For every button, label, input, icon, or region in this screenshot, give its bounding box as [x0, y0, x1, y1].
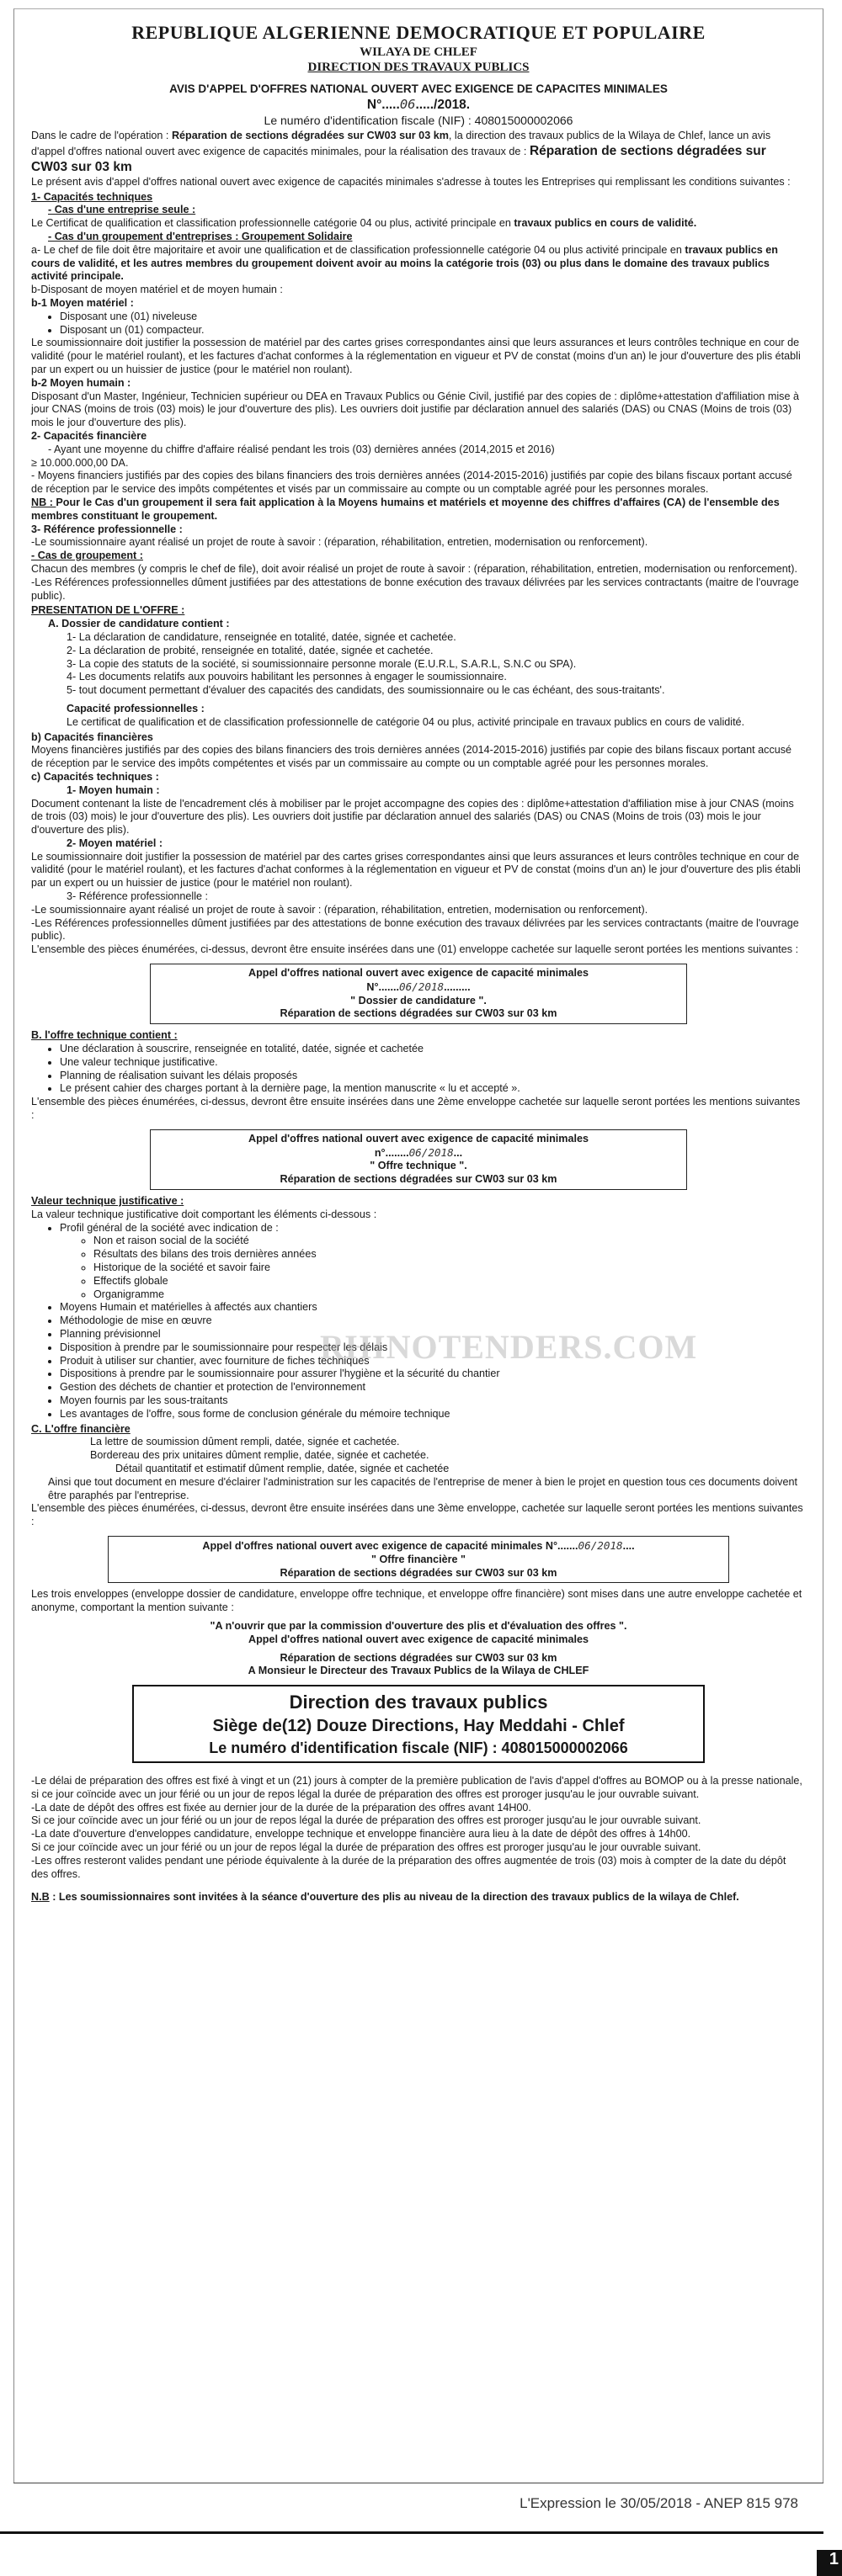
envelope-label-technique: Appel d'offres national ouvert avec exigence de capacité minimales n°........06/2018... " Offre technique ". Réparation de sections dégradées sur CW03 sur 03 km — [150, 1129, 687, 1190]
list-item: 1- La déclaration de candidature, renseignée en totalité, datée, signée et cachetée. — [67, 630, 456, 643]
capacites-financieres-text: Moyens financières justifiés par des copies des bilans financiers des trois dernières années (2014-2015-2016) justifiés par copie des bilans fiscaux portant accusé de réception par le service des impôts compétentes et visés par un commissaire au compte ou un comptable agréé pour les personnes morales. — [31, 744, 792, 770]
financiere-text-1: - Ayant une moyenne du chiffre d'affaire réalisé pendant les trois (03) dernières années (2014,2015 et 2016) — [48, 443, 555, 455]
capacite-pro-heading: Capacité professionnelles : — [67, 702, 205, 714]
capacites-financieres-heading: b) Capacités financières — [31, 730, 153, 743]
list-item: 5- tout document permettant d'évaluer des capacités des candidats, des soumissionnaire ou le cas échéant, des sous-traitants'. — [67, 684, 665, 697]
delay-paragraph: Si ce jour coïncide avec un jour férié ou un jour de repos légal la durée de préparation des offres est proroger jusqu'au le jour ouvrable suivant. — [31, 1841, 701, 1854]
cas-groupement-heading: - Cas de groupement : — [31, 550, 143, 562]
offre-technique-heading: B. l'offre technique contient : — [31, 1029, 178, 1042]
offre-financiere-heading: C. L'offre financière — [31, 1422, 131, 1435]
moyens-heading: b-Disposant de moyen matériel et de moyen humain : — [31, 284, 283, 296]
valeur-technique-list-2 — [31, 1301, 806, 1421]
financiere-text-3: - Moyens financiers justifiés par des copies des bilans financiers des trois dernières années (2014-2015-2016) justifiés par copie des bilans fiscaux portant accusé de réception par le service des impôts compétentes et visés par un commissaire au compte ou un comptable agréé pour les personnes morales. — [31, 470, 792, 496]
groupement-reference-1: Chacun des membres (y compris le chef de file), doit avoir réalisé un projet de route à savoir : (réparation, réhabilitation, entretien, modernisation ou renforcement). — [31, 562, 797, 575]
valeur-technique-heading: Valeur technique justificative : — [31, 1195, 184, 1208]
reference-heading-2: 3- Référence professionnelle : — [67, 890, 209, 903]
moyen-humain-text-2: Document contenant la liste de l'encadrement clés à mobiliser par le projet accompagne des copies des : diplôme+attestation d'affiliation mise à jour CNAS (moins de trois (03) mois) le jour d'ouverture des plis). Les ouvriers doit justifie par déclaration annuel des salariés (DAS) ou CNAS (Moins de trois (03) mois le jour d'ouverture des plis). — [31, 797, 794, 837]
list-item: 4- Les documents relatifs aux pouvoirs habilitant les personnes à engager le soumissionnaire. — [67, 671, 507, 683]
list-item: • Gestion des déchets de chantier et protection de l'environnement — [60, 1381, 806, 1394]
address-box: Direction des travaux publics Siège de(12) Douze Directions, Hay Meddahi - Chlef Le numéro d'identification fiscale (NIF) : 408015000002066 — [132, 1685, 705, 1763]
handwritten-number: 06/2018 — [408, 1145, 454, 1159]
handwritten-number: 06 — [399, 97, 416, 113]
moyen-humain-heading-2: 1- Moyen humain : — [67, 783, 160, 796]
list-item: • Planning de réalisation suivant les délais proposés — [60, 1070, 806, 1083]
envelope-label-financiere: Appel d'offres national ouvert avec exigence de capacité minimales N°.......06/2018.... " Offre financière " Réparation de sections dégradées sur CW03 sur 03 km — [108, 1536, 729, 1583]
dossier-list — [31, 631, 806, 698]
profil-sublist — [31, 1235, 806, 1301]
page-rule — [0, 2531, 823, 2534]
page-number: 1 — [817, 2550, 842, 2576]
list-item: • Produit à utiliser sur chantier, avec fourniture de fiches techniques — [60, 1355, 806, 1368]
presentation-heading: PRESENTATION DE L'OFFRE : — [31, 604, 185, 617]
list-item: • Une valeur technique justificative. — [60, 1056, 806, 1070]
list-item: ◦ Effectifs globale — [93, 1275, 806, 1288]
nb-groupement: NB : Pour le Cas d'un groupement il sera fait application à la Moyens humains et matériels et moyenne des chiffres d'affaires (CA) de l'ensemble des membres constituant le groupement. — [31, 496, 780, 522]
groupement-reference-2: -Les Références professionnelles dûment justifiées par des attestations de bonne exécution des travaux délivrées par les services contractants (maitre de l'ouvrage public). — [31, 576, 799, 602]
envelope-mention: A Monsieur le Directeur des Travaux Publics de la Wilaya de CHLEF — [248, 1665, 589, 1677]
list-item: 2- La déclaration de probité, renseignée en totalité, datée, signée et cachetée. — [67, 644, 434, 656]
reference-text-2b: -Les Références professionnelles dûment justifiées par des attestations de bonne exécution des travaux délivrées par les services contractants (maitre de l'ouvrage public). — [31, 916, 799, 943]
wilaya-heading: WILAYA DE CHLEF — [360, 45, 477, 59]
handwritten-number: 06/2018 — [578, 1538, 623, 1552]
materiel-list — [31, 311, 806, 337]
delay-paragraph: -La date de dépôt des offres est fixée au dernier jour de la durée de la préparation des offres avant 14H00. — [31, 1801, 531, 1814]
direction-heading: DIRECTION DES TRAVAUX PUBLICS — [307, 61, 530, 75]
delay-paragraph: -La date d'ouverture d'enveloppes candidature, enveloppe technique et enveloppe financière aura lieu à la date de dépôt des offres à 14h00. — [31, 1828, 691, 1840]
materiel-text: Le soumissionnaire doit justifier la possession de matériel par des cartes grises correspondantes ainsi que leurs assurances et leurs contrôles technique en cour de validité (pour le matériel roulant), et les factures d'achat conformes à la réglementation en vigueur et PV de constat (moins d'un an) le jour d'ouverture des plis établi par un expert ou un huissier de justice (pour le matériel non roulant). — [31, 337, 801, 375]
capacite-pro-text: Le certificat de qualification et de classification professionnelle de catégorie 04 ou plus, activité principale en travaux publics en cours de validité. — [67, 715, 745, 728]
offre-financiere-line: Bordereau des prix unitaires dûment remplie, datée, signée et cachetée. — [90, 1449, 429, 1462]
delay-paragraph: Si ce jour coïncide avec un jour férié ou un jour de repos légal la durée de préparation des offres est proroger jusqu'au le jour ouvrable suivant. — [31, 1814, 701, 1827]
offre-financiere-line: Détail quantitatif et estimatif dûment remplie, datée, signée et cachetée — [115, 1462, 450, 1474]
valeur-technique-list — [31, 1222, 806, 1235]
entreprise-seule-text: Le Certificat de qualification et classification professionnelle catégorie 04 ou plus, activité principale en travaux publics en cours de validité. — [31, 217, 697, 230]
envelope-mention: Réparation de sections dégradées sur CW03 sur 03 km — [280, 1651, 557, 1664]
republic-heading: REPUBLIQUE ALGERIENNE DEMOCRATIQUE ET POPULAIRE — [131, 22, 706, 43]
envelope-3-instructions: L'ensemble des pièces énumérées, ci-dessus, devront être ensuite insérées dans une 3ème enveloppe, cachetée sur laquelle seront portées les mentions suivantes : — [31, 1502, 803, 1528]
humain-text: Disposant d'un Master, Ingénieur, Technicien supérieur ou DEA en Travaux Publics ou Génie Civil, justifié par des copies de : diplôme+attestation d'affiliation mise à jour CNAS (moins de trois (03) mois) le jour d'ouverture des plis). Les ouvriers doit justifie par déclaration annuel des salariés (DAS) ou CNAS (Moins de trois (03) mois le jour d'ouverture des plis). — [31, 390, 799, 429]
envelope-mention: "A n'ouvrir que par la commission d'ouverture des plis et d'évaluation des offres ". — [210, 1619, 627, 1632]
avis-number: N°.....06...../2018. — [366, 97, 471, 113]
publication-footer: L'Expression le 30/05/2018 - ANEP 815 978 — [520, 2495, 798, 2511]
list-item: • Moyen fournis par les sous-traitants — [60, 1394, 806, 1408]
envelopes-paragraph: Les trois enveloppes (enveloppe dossier de candidature, enveloppe offre technique, et enveloppe offre financière) sont mises dans une autre enveloppe cachetée et anonyme, comportant la mention suivante : — [31, 1588, 802, 1614]
envelope-1-instructions: L'ensemble des pièces énumérées, ci-dessus, devront être ensuite insérées dans une (01) enveloppe cachetée sur laquelle seront portées les mentions suivantes : — [31, 943, 799, 956]
list-item: • Le présent cahier des charges portant à la dernière page, la mention manuscrite « lu et accepté ». — [60, 1082, 806, 1096]
intro-paragraph: Dans le cadre de l'opération : Réparation de sections dégradées sur CW03 sur 03 km, la direction des travaux publics de la Wilaya de Chlef, lance un avis d'appel d'offres national ouvert avec exigence de capacités minimales, pour la réalisation des travaux de : Réparation de sections dégradées sur CW03 sur 03 km — [31, 130, 771, 175]
intro-conditions: Le présent avis d'appel d'offres national ouvert avec exigence de capacités minimales s'adresse à toutes les Entreprises qui remplissant les conditions suivantes : — [31, 175, 791, 188]
tender-notice — [13, 8, 823, 2483]
list-item: • Profil général de la société avec indication de : — [60, 1222, 806, 1235]
list-item: • Planning prévisionnel — [60, 1328, 806, 1341]
list-item: • Méthodologie de mise en œuvre — [60, 1315, 806, 1328]
envelope-mention: Appel d'offres national ouvert avec exigence de capacité minimales — [248, 1633, 589, 1645]
dossier-candidature-heading: A. Dossier de candidature contient : — [48, 618, 230, 630]
delay-paragraph: -Les offres resteront valides pendant une période équivalente à la durée de la préparation des offres augmentée de trois (03) mois à compter de la date du dépôt des offres. — [31, 1854, 786, 1880]
envelope-label-candidature: Appel d'offres national ouvert avec exigence de capacité minimales N°.......06/2018......... " Dossier de candidature ". Réparation de sections dégradées sur CW03 sur 03 km — [150, 964, 687, 1024]
watermark: RHINOTENDERS.COM — [320, 1328, 698, 1366]
financiere-text-2: ≥ 10.000.000,00 DA. — [31, 456, 129, 469]
list-item: • Disposant une (01) niveleuse — [60, 311, 806, 324]
list-item: • Moyens Humain et matérielles à affectés aux chantiers — [60, 1301, 806, 1315]
list-item: 3- La copie des statuts de la société, si soumissionnaire personne morale (E.U.R.L, S.A.R.L, S.N.C ou SPA). — [67, 657, 577, 670]
list-item: ◦ Historique de la société et savoir faire — [93, 1261, 806, 1275]
list-item: ◦ Non et raison social de la société — [93, 1235, 806, 1248]
moyen-materiel-text-2: Le soumissionnaire doit justifier la possession de matériel par des cartes grises correspondantes ainsi que leurs assurances et leurs contrôles technique en cour de validité (pour le matériel roulant), et les factures d'achat conformes à la réglementation en vigueur et PV de constat (moins d'un an) le jour d'ouverture des plis établi par un expert ou un huissier de justice (pour le matériel non roulant). — [31, 850, 801, 890]
groupement-text: a- Le chef de file doit être majoritaire et avoir une qualification et de classification professionnelle catégorie 04 ou plus activité principale en travaux publics en cours de validité, et les autres membres du groupement doivent avoir au moins la catégorie trois (03) ou plus dans le domaine des travaux publics activité principale. — [31, 243, 778, 283]
offre-technique-list — [31, 1043, 806, 1096]
moyen-materiel-heading: b-1 Moyen matériel : — [31, 297, 134, 310]
list-item: • Une déclaration à souscrire, renseignée en totalité, datée, signée et cachetée — [60, 1043, 806, 1056]
reference-text: -Le soumissionnaire ayant réalisé un projet de route à savoir : (réparation, réhabilitation, entretien, modernisation ou renforcement). — [31, 536, 648, 549]
delay-paragraph: -Le délai de préparation des offres est fixé à vingt et un (21) jours à compter de la première publication de l'avis d'appel d'offres au BOMOP ou à la presse nationale, si ce jour coïncide avec un jour férié ou un jour de repos légal la durée de préparation des offres est proroger jusqu'au le jour ouvrable suivant. — [31, 1775, 802, 1800]
moyen-materiel-heading-2: 2- Moyen matériel : — [67, 837, 163, 849]
capacites-techniques-heading: 1- Capacités techniques — [31, 190, 153, 203]
list-item: • Les avantages de l'offre, sous forme de conclusion générale du mémoire technique — [60, 1408, 806, 1421]
list-item: • Dispositions à prendre par le soumissionnaire pour assurer l'hygiène et la sécurité du chantier — [60, 1368, 806, 1381]
avis-nif: Le numéro d'identification fiscale (NIF) : 408015000002066 — [264, 113, 573, 127]
offre-financiere-line: La lettre de soumission dûment rempli, datée, signée et cachetée. — [90, 1436, 400, 1448]
groupement-heading: - Cas d'un groupement d'entreprises : Groupement Solidaire — [48, 231, 353, 243]
reference-heading: 3- Référence professionnelle : — [31, 523, 183, 535]
envelope-2-instructions: L'ensemble des pièces énumérées, ci-dessus, devront être ensuite insérées dans une 2ème enveloppe cachetée sur laquelle seront portées les mentions suivantes : — [31, 1096, 801, 1122]
avis-title: AVIS D'APPEL D'OFFRES NATIONAL OUVERT AVEC EXIGENCE DE CAPACITES MINIMALES — [169, 82, 668, 96]
offre-financiere-paragraph: Ainsi que tout document en mesure d'éclairer l'administration sur les capacités de l'entreprise de mener à bien le projet en question tous ces documents doivent être paraphés par l'entreprise. — [48, 1475, 797, 1501]
list-item: • Disposition à prendre par le soumissionnaire pour respecter les délais — [60, 1341, 806, 1355]
entreprise-seule-heading: - Cas d'une entreprise seule : — [48, 204, 196, 216]
capacites-techniques-heading-2: c) Capacités techniques : — [31, 770, 159, 783]
capacites-financiere-heading: 2- Capacités financière — [31, 429, 147, 442]
valeur-technique-intro: La valeur technique justificative doit comportant les éléments ci-dessous : — [31, 1208, 377, 1220]
handwritten-number: 06/2018 — [399, 980, 445, 993]
list-item: ◦ Résultats des bilans des trois dernières années — [93, 1248, 806, 1261]
nb-final: N.B : Les soumissionnaires sont invitées à la séance d'ouverture des plis au niveau de la direction des travaux publics de la wilaya de Chlef. — [31, 1891, 739, 1904]
reference-text-2a: -Le soumissionnaire ayant réalisé un projet de route à savoir : (réparation, réhabilitation, entretien, modernisation ou renforcement). — [31, 903, 648, 916]
moyen-humain-heading: b-2 Moyen humain : — [31, 376, 131, 389]
list-item: • Disposant un (01) compacteur. — [60, 324, 806, 337]
list-item: ◦ Organigramme — [93, 1288, 806, 1302]
